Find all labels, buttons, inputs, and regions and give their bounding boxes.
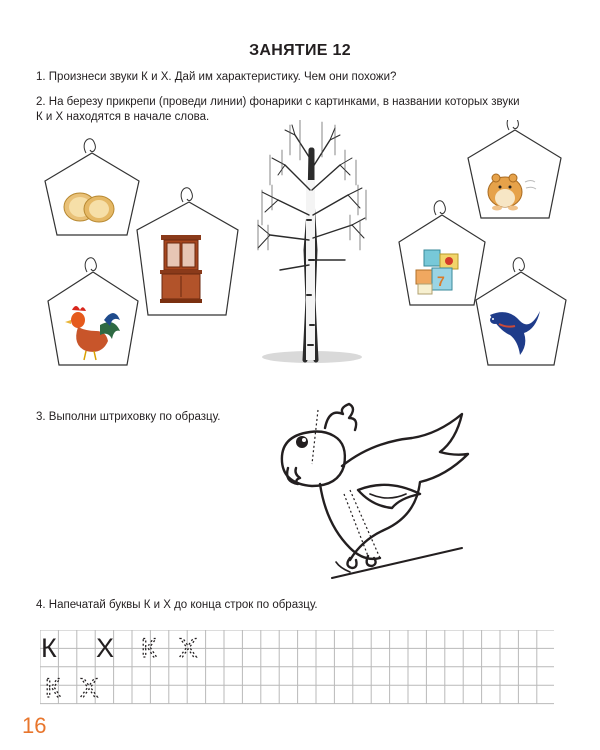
task-1: 1. Произнеси звуки К и Х. Дай им характеристику. Чем они похожи? [36,71,397,83]
lantern-swallow[interactable] [476,258,566,365]
traced-letter-h[interactable]: Х [179,633,198,663]
bird-head [282,432,345,487]
bird-eye [296,436,308,448]
task-2-line-2: К и Х находятся в начале слова. [36,111,210,123]
bread-icon [64,193,114,222]
task-4: 4. Напечатай буквы К и Х до конца строк по образцу. [36,599,318,611]
bird-hatching [250,380,480,590]
task-3: 3. Выполни штриховку по образцу. [36,411,221,423]
lantern-cupboard[interactable] [137,188,238,315]
traced-letter-k[interactable]: К [141,633,157,663]
sample-letter-h: Х [96,633,115,663]
page-title: ЗАНЯТИЕ 12 [249,42,351,59]
copybook-grid [40,630,554,705]
lantern-blocks[interactable] [399,201,485,305]
birch-tree [258,120,366,363]
bird-branch [332,548,462,578]
lantern-hamster[interactable] [468,120,561,218]
copy-row-2 [45,673,98,703]
lantern-rooster[interactable] [48,258,138,365]
lantern-activity [0,120,600,380]
grid-lines [40,630,554,704]
lantern-bread[interactable] [45,139,139,235]
bird-wing [358,485,420,508]
cupboard-icon [160,235,202,303]
bird-crest [325,404,356,430]
traced-letter-k-row2[interactable]: К [45,673,61,703]
task-2-line-1: 2. На березу прикрепи (проведи линии) фонарики с картинками, в названии которых звуки [36,96,520,108]
sample-letter-k: К [41,633,57,663]
page-number: 16 [22,713,47,738]
traced-letter-h-row2[interactable]: Х [80,673,99,703]
svg-text:7: 7 [437,273,445,289]
